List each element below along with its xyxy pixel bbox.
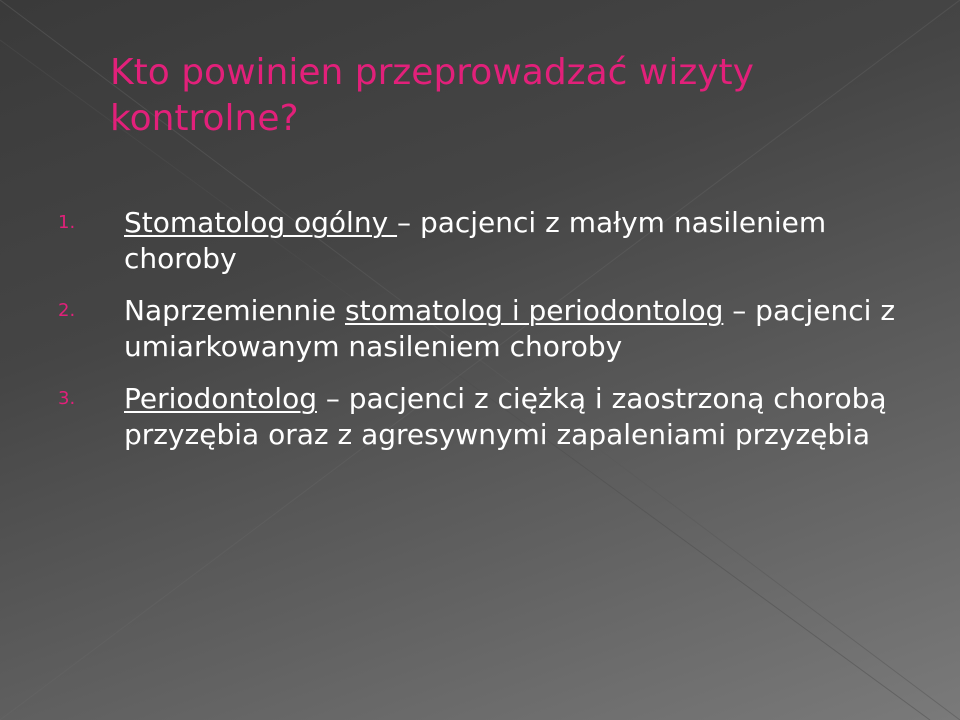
item-number: 3. <box>58 388 76 409</box>
item-underlined-text: Stomatolog ogólny <box>124 206 398 239</box>
list-item <box>58 205 918 277</box>
item-lead-text: Naprzemiennie <box>124 294 345 327</box>
list-item <box>58 381 918 453</box>
item-number: 1. <box>58 212 76 233</box>
item-text: – pacjenci z małym nasileniem choroby <box>124 206 827 275</box>
item-underlined-text: stomatolog i periodontolog <box>345 294 724 327</box>
list-item <box>58 293 918 365</box>
item-text: – pacjenci z umiarkowanym nasileniem choroby <box>124 294 896 363</box>
slide-title: Kto powinien przeprowadzać wizyty kontrolne? <box>110 52 754 139</box>
item-text: – pacjenci z ciężką i zaostrzoną chorobą przyzębia oraz z agresywnymi zapaleniami przyzębia <box>124 382 887 451</box>
item-underlined-text: Periodontolog <box>124 382 317 415</box>
item-number: 2. <box>58 300 76 321</box>
item-list <box>58 205 918 469</box>
